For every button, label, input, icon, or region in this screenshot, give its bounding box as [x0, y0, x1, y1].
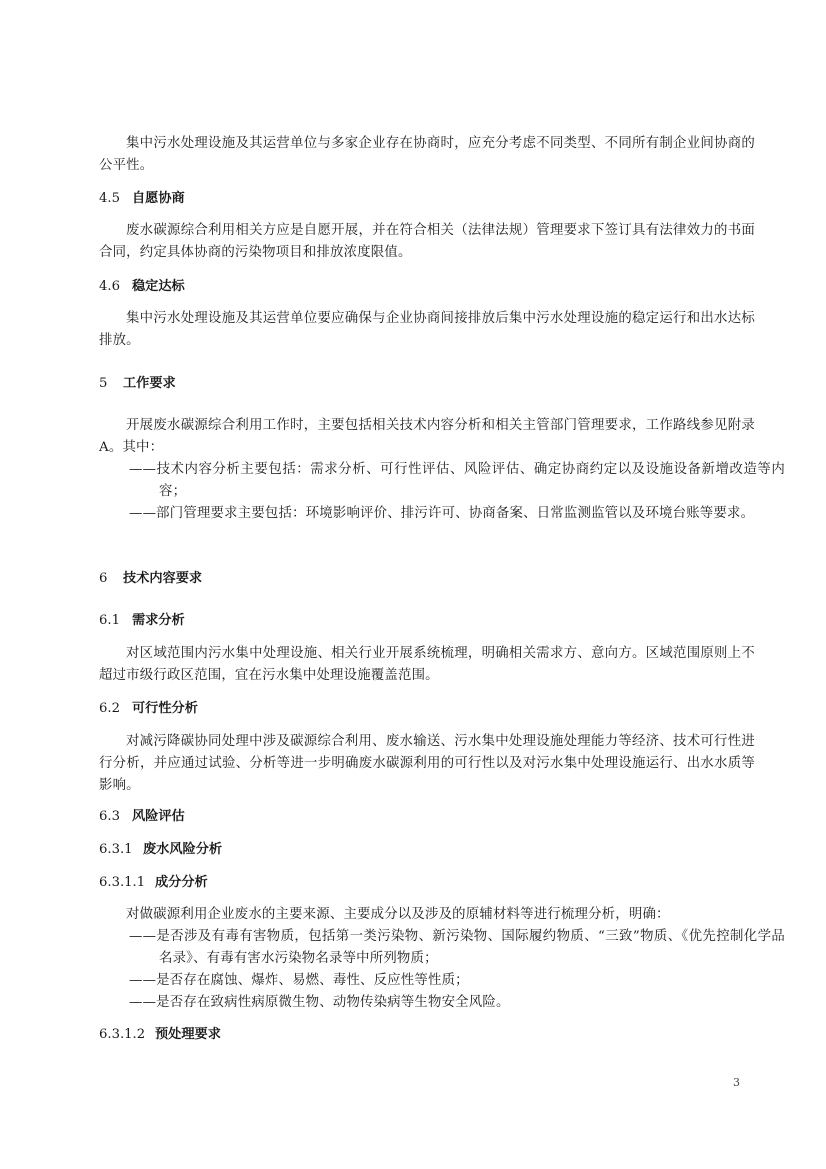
- heading-4-6: [99, 278, 755, 296]
- paragraph-stable-compliance: 集中污水处理设施及其运营单位要应确保与企业协商间接排放后集中污水处理设施的稳定运行和出水达标排放。: [99, 311, 755, 348]
- paragraph-voluntary: 废水碳源综合利用相关方应是自愿开展，并在符合相关（法律法规）管理要求下签订具有法律效力的书面合同，约定具体协商的污染物项目和排放浓度限值。: [99, 223, 755, 260]
- heading-title: 可行性分析: [132, 701, 198, 716]
- heading-number: 6.3.1.1: [99, 875, 146, 890]
- heading-number: 6.1: [99, 613, 120, 628]
- heading-6-3-1-2: [99, 1026, 755, 1044]
- paragraph-negotiation-fairness: 集中污水处理设施及其运营单位与多家企业存在协商时，应充分考虑不同类型、不同所有制企业间协商的公平性。: [99, 136, 755, 173]
- heading-number: 6.3.1.2: [99, 1027, 146, 1042]
- heading-6-3-1: [99, 841, 755, 859]
- paragraph-composition-analysis: 对做碳源利用企业废水的主要来源、主要成分以及涉及的原辅材料等进行梳理分析，明确：: [126, 907, 670, 922]
- heading-title: 稳定达标: [132, 279, 185, 294]
- heading-number: 6.3: [99, 809, 120, 824]
- heading-6-1: [99, 612, 755, 630]
- heading-number: 6: [99, 571, 108, 586]
- heading-title: 废水风险分析: [143, 842, 223, 857]
- dash-item-technical-content: ——技术内容分析主要包括：需求分析、可行性评估、风险评估、确定协商约定以及设施设备新增改造等内容；: [129, 462, 785, 499]
- heading-number: 4.5: [99, 191, 120, 206]
- paragraph-demand-analysis: 对区域范围内污水集中处理设施、相关行业开展系统梳理，明确相关需求方、意向方。区域范围原则上不超过市级行政区范围，宜在污水集中处理设施覆盖范围。: [99, 646, 755, 683]
- paragraph-feasibility: 对减污降碳协同处理中涉及碳源综合利用、废水输送、污水集中处理设施处理能力等经济、技术可行性进行分析，并应通过试验、分析等进一步明确废水碳源利用的可行性以及对污水集中处理设施运行、出水水质等影响。: [99, 734, 755, 793]
- page-number: 3: [733, 1076, 740, 1089]
- heading-5: [99, 375, 755, 393]
- heading-title: 自愿协商: [132, 191, 185, 206]
- heading-number: 4.6: [99, 279, 120, 294]
- heading-title: 风险评估: [132, 809, 185, 824]
- heading-6-3: [99, 808, 755, 826]
- heading-number: 5: [99, 376, 108, 391]
- heading-number: 6.2: [99, 701, 120, 716]
- heading-title: 工作要求: [123, 376, 176, 391]
- dash-item-hazard-properties: ——是否存在腐蚀、爆炸、易燃、毒性、反应性等性质；: [129, 973, 469, 988]
- heading-6-3-1-1: [99, 874, 755, 892]
- heading-title: 成分分析: [155, 875, 208, 890]
- paragraph-work-requirements: 开展废水碳源综合利用工作时，主要包括相关技术内容分析和相关主管部门管理要求，工作路线参见附录A。其中：: [99, 418, 755, 455]
- heading-4-5: [99, 190, 755, 208]
- heading-6: [99, 570, 755, 588]
- dash-item-management: ——部门管理要求主要包括：环境影响评价、排污许可、协商备案、日常监测监管以及环境台账等要求。: [129, 506, 755, 521]
- heading-6-2: [99, 700, 755, 718]
- heading-title: 技术内容要求: [123, 571, 203, 586]
- dash-item-toxic-substances: ——是否涉及有毒有害物质，包括第一类污染物、新污染物、国际履约物质、“三致”物质、《优先控制化学品名录》、有毒有害水污染物名录等中所列物质；: [129, 929, 785, 966]
- dash-item-biosafety: ——是否存在致病性病原微生物、动物传染病等生物安全风险。: [129, 995, 510, 1010]
- heading-title: 需求分析: [132, 613, 185, 628]
- heading-title: 预处理要求: [155, 1027, 221, 1042]
- heading-number: 6.3.1: [99, 842, 133, 857]
